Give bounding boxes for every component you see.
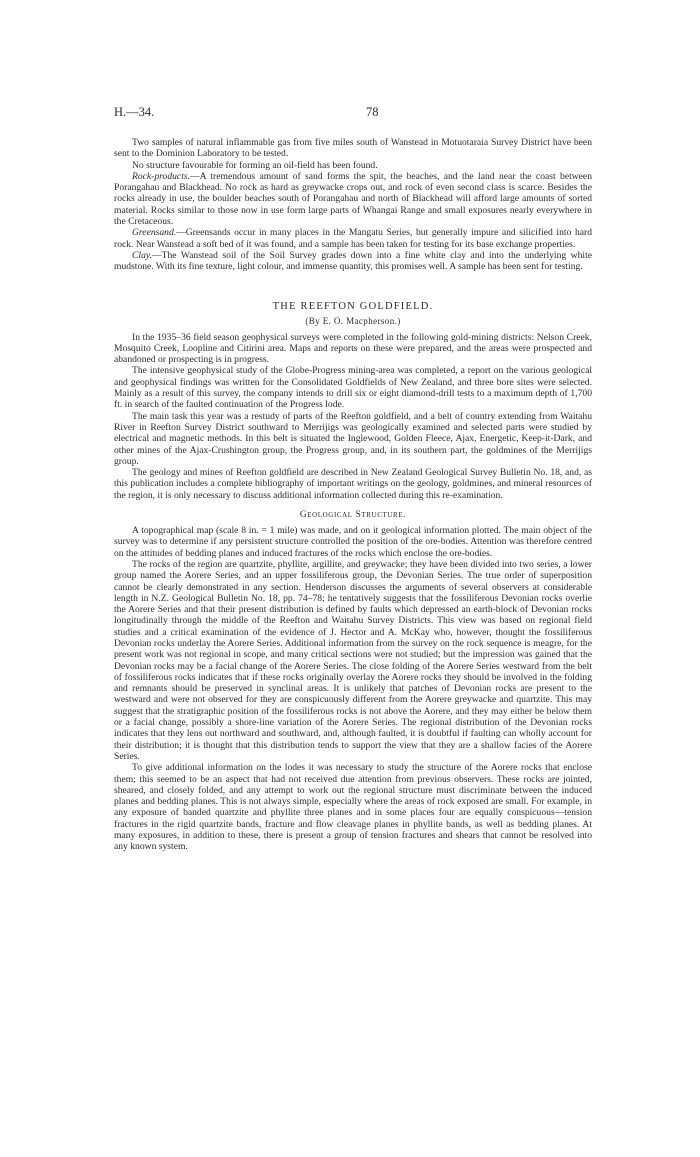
page-header (114, 105, 592, 127)
article-byline: (By E. O. Macpherson.) (305, 315, 401, 326)
article-title: THE REEFTON GOLDFIELD. (272, 300, 434, 312)
rock-products-label: Rock-products. (132, 170, 190, 182)
greensand-text: —Greensands occur in many places in the Mangatu Series, but generally impure and silicified into hard rock. Near Wanstead a soft bed of it was found, and a sample has been taken for testing for its base exchange properties. (114, 227, 592, 250)
structure-paragraph: A topographical map (scale 8 in. = 1 mile) was made, and on it geological information plotted. The main object of the survey was to determine if any persistent structure controlled the position of the ore-bodies. Attention was therefore centred on the attitudes of bedding planes and induced fractures of the rocks which enclose the ore-bodies. (114, 525, 592, 559)
article-paragraph: The main task this year was a restudy of parts of the Reefton goldfield, and a belt of country extending from Waitahu River in Reefton Survey District southward to Merrijigs was geologically examined and selected parts were studied by electrical and magnetic methods. In this belt is situated the Inglewood, Golden Fleece, Ajax, Energetic, Keep-it-Dark, and other mines of the Ajax-Crushington group, the Progress group, and, in its southern part, the goldmines of the Merrijigs group. (114, 410, 592, 467)
intro-section (114, 137, 592, 273)
clay-label: Clay. (132, 249, 152, 261)
article-paragraph: The intensive geophysical study of the Globe-Progress mining-area was completed, a report on the various geological and geophysical findings was written for the Consolidated Goldfields of New Zealand, and three bore sites were selected. Mainly as a result of this survey, the company intends to drill six or eight diamond-drill tests to a maximum depth of 1,700 ft. in search of the faulted continuation of the Progress lode. (114, 365, 592, 411)
rock-products-text: —A tremendous amount of sand forms the spit, the beaches, and the land near the coast between Porangahau and Blackhead. No rock as hard as greywacke crops out, and rock of even second class is scarce. Besides the rocks already in use, the boulder beaches south of Porangahau and north of Blackhead will afford large amounts of sorted material. Rocks similar to those now in use form large parts of Whangai Range and small exposures nearly everywhere in the Cretaceous. (114, 170, 592, 228)
oil-field-paragraph: No structure favourable for forming an oil-field has been found. (132, 159, 378, 171)
article-paragraph: In the 1935–36 field season geophysical surveys were completed in the following gold-mining districts: Nelson Creek, Mosquito Creek, Loopline and Citirini area. Maps and reports on these were prepared, and the areas were prospected and abandoned or prospecting is in progress. (114, 331, 592, 366)
structure-paragraph: To give additional information on the lodes it was necessary to study the structure of the Aorere rocks that enclose them; this seemed to be an aspect that had not received due attention from previous observers. These rocks are jointed, sheared, and closely folded, and any attempt to work out the regional structure must discriminate between the induced planes and bedding planes. This is not always simple, especially where the areas of rock exposed are small. For example, in any exposure of banded quartzite and phyllite three planes and in some places four are equally conspicuous—tension fractures in the rigid quartzite bands, fracture and flow cleavage planes in phyllite bands, as well as bedding planes. At many exposures, in addition to these, there is present a group of tension fractures and shears that cannot be resolved into any known system. (114, 762, 592, 853)
greensand-paragraph (114, 227, 592, 250)
section-heading: Geological Structure. (299, 510, 407, 521)
page-number: 78 (366, 105, 379, 119)
article-body (114, 332, 592, 501)
structure-paragraph: The rocks of the region are quartzite, phyllite, argillite, and greywacke; they have been divided into two series, a lower group named the Aorere Series, and an upper fossiliferous group, the Devonian Series. The true order of superposition cannot be clearly demonstrated in any section. Henderson discusses the arguments of several observers at considerable length in N.Z. Geological Bulletin No. 18, pp. 74–78; he tentatively suggests that the fossiliferous Devonian rocks overlie the Aorere Series and that their present distribution is defined by faults which depressed an earth-block of Devonian rocks longitudinally through the middle of the Reefton and Waitahu Survey Districts. This view was based on regional field studies and a critical examination of the evidence of J. Hector and A. McKay who, however, thought the fossiliferous Devonian rocks underlay the Aorere Series. Additional information from the survey on the rock sequence is meagre, for the present work was not regional in scope, and many critical sections were not studied; but the impression was gained that the Devonian rocks may be a facial change of the Aorere Series. The close folding of the Aorere Series westward from the belt of fossiliferous rocks indicates that if these rocks originally overlay the Aorere rocks they should be involved in the folding and remnants should be preserved in synclinal areas. It is unlikely that patches of Devonian rocks are present to the westward and were not observed for they are conspicuously different from the Aorere greywacke and quartzite. This may suggest that the stratigraphic position of the fossiliferous rocks is not above the Aorere, and they may either be below them or a facial change, possibly a shore-line variation of the Aorere Series. The regional distribution of the Devonian rocks indicates that they lens out northward and southward, and, although faulted, it is doubtful if faulting can wholly account for their distribution; it is thought that this distribution tends to support the view that they are a shallow facies of the Aorere Series. (114, 558, 592, 762)
gas-samples-paragraph: Two samples of natural inflammable gas from five miles south of Wanstead in Motuotaraia Survey District have been sent to the Dominion Laboratory to be tested. (114, 137, 592, 160)
geological-structure-body (114, 525, 592, 853)
rock-products-paragraph (114, 171, 592, 227)
clay-paragraph (114, 250, 592, 273)
greensand-label: Greensand. (132, 227, 177, 239)
clay-text: —The Wanstead soil of the Soil Survey grades down into a fine white clay and into the underlying white mudstone. With its fine texture, light colour, and immense quantity, this promises well. A sample has been sent for testing. (114, 249, 592, 273)
document-reference: H.—34. (114, 105, 155, 119)
document-page (114, 105, 592, 853)
article-paragraph: The geology and mines of Reefton goldfield are described in New Zealand Geological Survey Bulletin No. 18, and, as this publication includes a complete bibliography of important writings on the geology, goldmines, and mineral resources of the region, it is only necessary to discuss additional information collected during this re-examination. (114, 467, 592, 501)
